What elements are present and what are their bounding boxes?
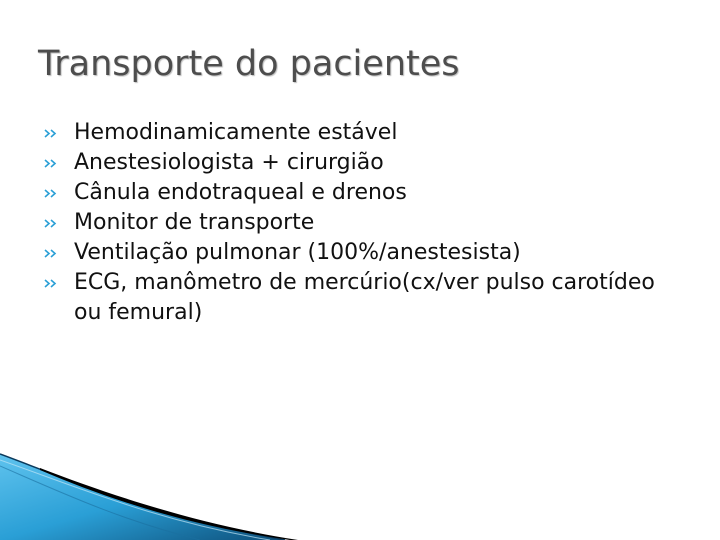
chevron-right-double-icon: [44, 129, 58, 138]
chevron-right-double-icon: [44, 189, 58, 198]
chevron-right-double-icon: [44, 159, 58, 168]
bullet-text: Anestesiologista + cirurgião: [74, 150, 384, 175]
bullet-item: [44, 178, 684, 208]
bullet-item: [44, 268, 684, 328]
bullet-item: [44, 208, 684, 238]
slide-title: Transporte do pacientes: [38, 44, 460, 84]
chevron-right-double-icon: [44, 249, 58, 258]
chevron-right-double-icon: [44, 219, 58, 228]
bullet-item: [44, 238, 684, 268]
corner-swoosh-decoration: [0, 440, 300, 540]
bullet-text: Cânula endotraqueal e drenos: [74, 180, 407, 205]
bullet-item: [44, 148, 684, 178]
bullet-text: Monitor de transporte: [74, 210, 315, 235]
bullet-text: ECG, manômetro de mercúrio(cx/ver pulso carotídeo ou femural): [74, 270, 655, 325]
bullet-text: Ventilação pulmonar (100%/anestesista): [74, 240, 521, 265]
bullet-item: [44, 118, 684, 148]
bullet-text: Hemodinamicamente estável: [74, 120, 398, 145]
chevron-right-double-icon: [44, 279, 58, 288]
bullet-list: [44, 118, 684, 328]
